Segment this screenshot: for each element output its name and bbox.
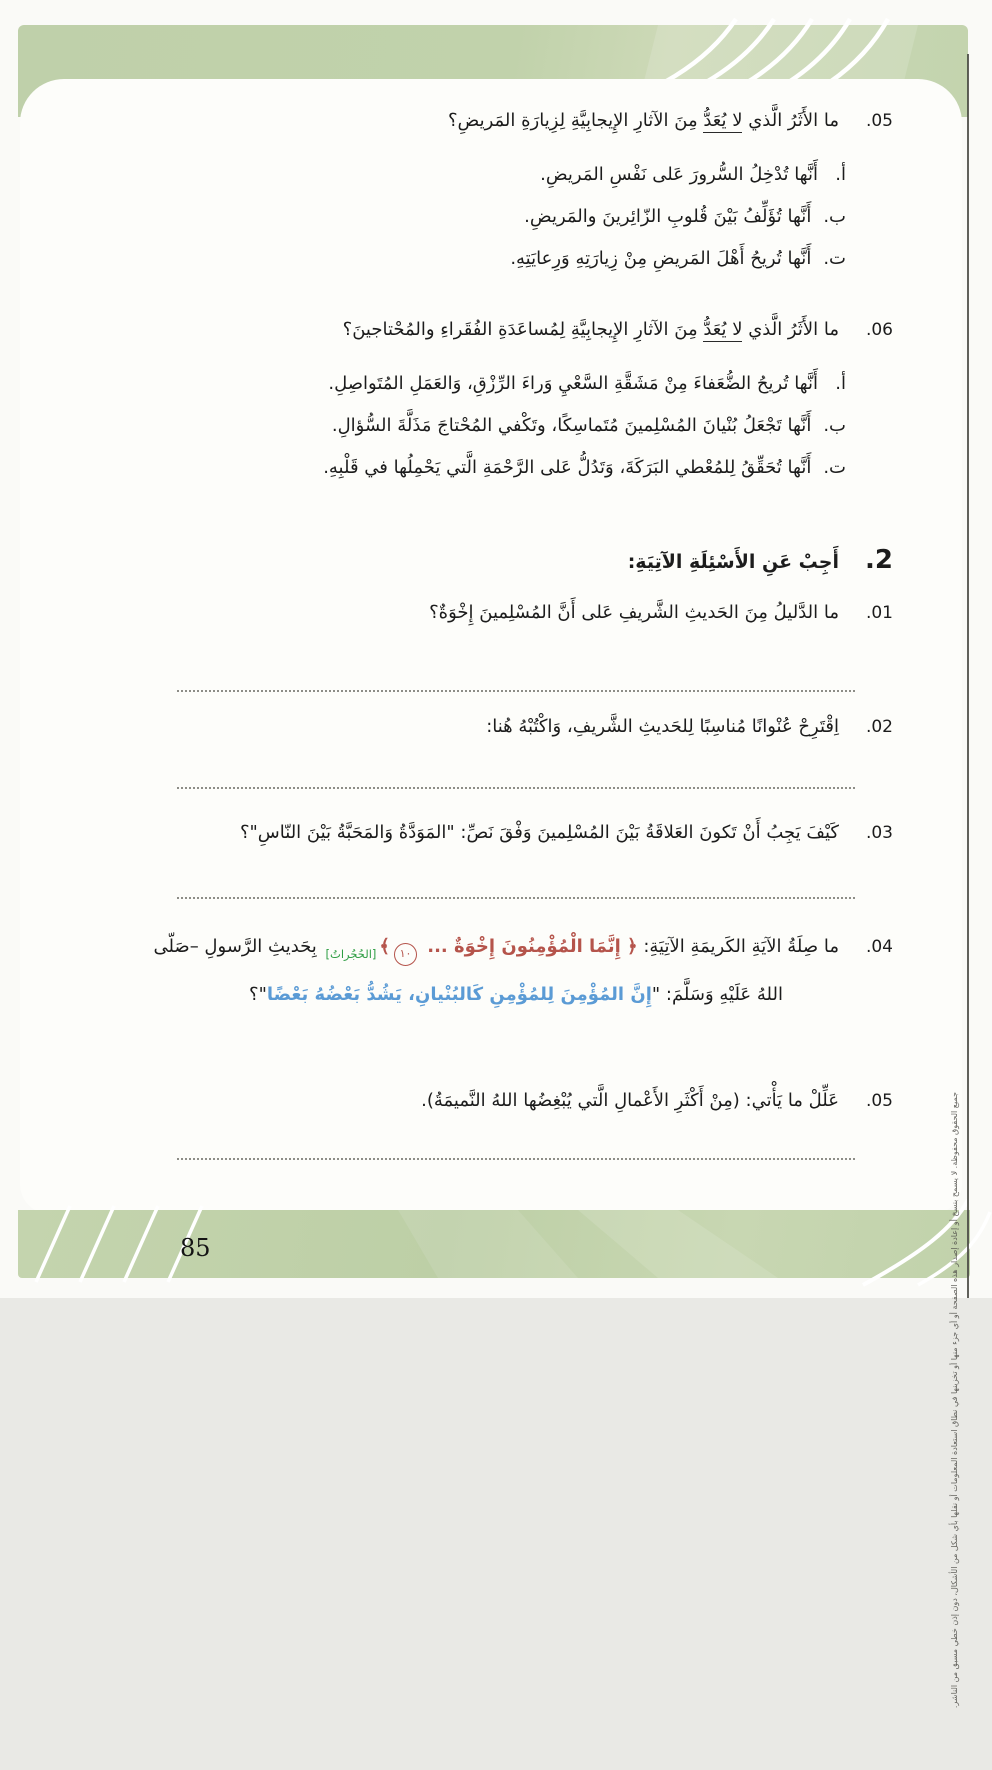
answer-dotted-line [177, 897, 855, 899]
quran-bracket-open: ﴿ [627, 936, 638, 957]
option-row [105, 160, 846, 189]
question-number: 01. [865, 603, 893, 623]
question-number: 04. [865, 937, 893, 957]
scan-gutter-line [967, 54, 969, 1298]
answer-dotted-line [177, 1158, 855, 1160]
option-row [105, 244, 846, 273]
question-number: 02. [865, 717, 893, 737]
surah-reference-tag: [الحُجُراتُ] [325, 947, 377, 961]
option-letter: ب. [823, 415, 846, 436]
option-row [105, 411, 846, 440]
option-letter: ت. [823, 457, 846, 478]
stem-pre: ما الأَثَرُ الَّذي [742, 319, 839, 340]
question-04-line1 [153, 936, 839, 961]
quran-verse: إِنَّمَا الْمُؤْمِنُونَ إِخْوَةٌ ... [420, 936, 628, 957]
option-row [105, 202, 846, 231]
mcq-05-options [105, 160, 846, 286]
hadith-text: إِنَّ المُؤْمِنَ لِلمُؤْمِنِ كَالبُنْيانِ، يَشُدُّ بَعْضُهُ بَعْضًا [266, 983, 652, 1005]
q4-pre: ما صِلَةُ الآيَةِ الكَريمَةِ الآتِيَةِ: [637, 936, 839, 957]
underlined-phrase: لا يُعَدُّ [703, 319, 743, 340]
section-number: 2. [865, 545, 893, 575]
q4-line2-post: "؟ [249, 983, 267, 1005]
option-letter: ب. [823, 206, 846, 227]
question-stem [448, 106, 839, 136]
question-03 [100, 818, 893, 848]
question-number: 06. [865, 320, 893, 340]
option-row [105, 369, 846, 398]
question-04-line2 [153, 980, 839, 1010]
question-text-rich [153, 932, 839, 1010]
option-row [105, 453, 846, 482]
question-02 [100, 712, 893, 742]
option-text: أَنَّها تُحَقِّقُ لِلمُعْطي البَرَكَةَ، وَتَدُلُّ عَلى الرَّحْمَةِ الَّتي يَحْمِلُها في قَلْبِهِ. [323, 457, 812, 478]
option-letter: أ. [835, 164, 846, 185]
question-04 [100, 932, 893, 1010]
option-letter: أ. [835, 373, 846, 394]
mcq-question-06 [100, 315, 893, 345]
option-letter: ت. [823, 248, 846, 269]
underlined-phrase: لا يُعَدُّ [703, 110, 743, 131]
mcq-question-05 [100, 106, 893, 136]
copyright-vertical-text: جميع الحقوق محفوظة. لا يسمح بنسخ أو إعادة إصدار هذه الصفحة أو أي جزء منها أو تخزينها في نطاق استعادة المعلومات أو نقلها بأي شكل من الأشكال، دون إذن خطي مسبق من الناشر. [950, 1091, 959, 1709]
answer-dotted-line [177, 690, 855, 692]
question-05-section2 [100, 1086, 893, 1116]
section-title: أَجِبْ عَنِ الأَسْئِلَةِ الآتِيَةِ: [627, 551, 839, 573]
question-text: ما الدَّليلُ مِنَ الحَديثِ الشَّريفِ عَلى أَنَّ المُسْلِمينَ إِخْوَةٌ؟ [429, 602, 839, 623]
section-2-header [100, 545, 893, 578]
q4-post: بِحَديثِ الرَّسولِ –صَلّى [153, 936, 323, 957]
question-text: عَلِّلْ ما يَأْتي: (مِنْ أَكْثَرِ الأَعْمالِ الَّتي يُبْغِضُها اللهُ النَّميمَةُ). [421, 1090, 839, 1111]
option-text: أَنَّها تُدْخِلُ السُّرورَ عَلى نَفْسِ المَريضِ. [540, 164, 818, 185]
answer-dotted-line [177, 787, 855, 789]
question-number: 05. [865, 111, 893, 131]
option-text: أَنَّها تُريحُ الضُّعَفاءَ مِنْ مَشَقَّةِ السَّعْيِ وَراءَ الرِّزْقِ، وَالعَمَلِ المُتَواصِلِ. [328, 373, 818, 394]
question-stem [343, 315, 839, 345]
question-text: كَيْفَ يَجِبُ أَنْ تَكونَ العَلاقَةُ بَيْنَ المُسْلِمينَ وَفْقَ نَصِّ: "المَوَدَّةُ وَالمَحَبَّةُ بَيْنَ النّاسِ"؟ [239, 822, 839, 843]
mcq-06-options [105, 369, 846, 495]
q4-line2-pre: اللهُ عَلَيْهِ وَسَلَّمَ: " [651, 983, 783, 1005]
quran-bracket-close: ﴾ [379, 936, 390, 957]
question-text: اِقْتَرِحْ عُنْوانًا مُناسِبًا لِلحَديثِ الشَّريفِ، وَاكْتُبْهُ هُنا: [486, 716, 839, 737]
stem-post: مِنَ الآثارِ الإِيجابِيَّةِ لِمُساعَدَةِ الفُقَراءِ والمُحْتاجينَ؟ [342, 319, 704, 340]
question-number: 03. [865, 823, 893, 843]
stem-pre: ما الأَثَرُ الَّذي [742, 110, 839, 131]
option-text: أَنَّها تُؤَلِّفُ بَيْنَ قُلوبِ الزّائِرينَ والمَريضِ. [524, 206, 812, 227]
question-number: 05. [865, 1091, 893, 1111]
page-number: 85 [180, 1234, 211, 1262]
option-text: أَنَّها تَجْعَلُ بُنْيانَ المُسْلِمينَ مُتَماسِكًا، وتَكْفي المُحْتاجَ مَذَلَّةَ السُّؤالِ. [331, 415, 812, 436]
ayah-number-badge: ١٠ [394, 943, 417, 966]
option-text: أَنَّها تُريحُ أَهْلَ المَريضِ مِنْ زِيارَتِهِ وَرِعايَتِهِ. [510, 248, 812, 269]
stem-post: مِنَ الآثارِ الإِيجابِيَّةِ لِزِيارَةِ المَريضِ؟ [447, 110, 704, 131]
question-01 [100, 598, 893, 628]
